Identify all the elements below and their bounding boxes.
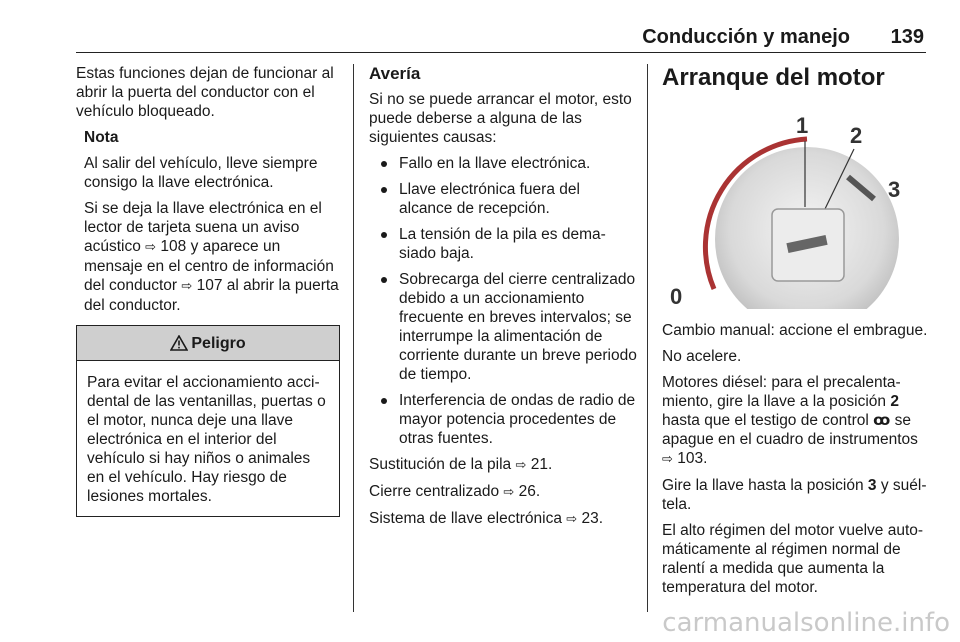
diesel-paragraph <box>662 373 928 469</box>
page-ref-icon: ⇨ <box>145 240 157 255</box>
position-0-label: 0 <box>670 284 683 309</box>
column-divider <box>353 64 354 612</box>
column-1 <box>76 64 341 517</box>
page-ref[interactable]: 26. <box>518 483 541 500</box>
list-item: Llave electrónica fuera del alcance de recepción. <box>369 180 637 218</box>
step-paragraph: Cambio manual: accione el embrague. <box>662 322 928 339</box>
page-ref[interactable]: 23. <box>581 510 604 527</box>
text: Sistema de llave electrónica <box>369 510 567 527</box>
intro-paragraph: Estas funciones dejan de funcionar al abrir la puerta del conductor con el vehículo bloqueado. <box>76 65 334 120</box>
warning-text: Para evitar el accionamiento accidental de las ventanillas, puertas o el motor, nunca deje una llave electrónica en el interior del vehículo si hay niños o animales en el vehículo. Hay riesgo de lesiones mortales. <box>87 374 326 505</box>
page-ref-icon: ⇨ <box>181 279 193 294</box>
position-2-label: 2 <box>850 123 863 148</box>
page-header <box>76 26 926 53</box>
failure-intro: Si no se puede arrancar el motor, esto puede deberse a alguna de las siguientes causas: <box>369 91 632 146</box>
text: y suéltela. <box>662 477 927 513</box>
ignition-switch-illustration <box>662 99 924 309</box>
watermark: carmanualsonline.info <box>662 608 950 638</box>
position-value: 3 <box>867 477 877 494</box>
page-ref[interactable]: 21. <box>530 456 553 473</box>
position-1-label: 1 <box>796 113 809 138</box>
page-ref-icon: ⇨ <box>566 512 578 527</box>
page-ref-icon: ⇨ <box>662 452 673 467</box>
page-ref[interactable]: 103. <box>677 450 708 467</box>
note-title: Nota <box>84 129 119 146</box>
text: y aparece un mensaje en el centro de información del conductor <box>84 238 334 294</box>
column-3 <box>662 64 928 604</box>
engine-start-heading: Arranque del motor <box>662 64 885 91</box>
section-title: Conducción y manejo <box>642 26 850 48</box>
list-item: Sobrecarga del cierre centralizado debido a un accionamiento frecuente en breves intervalos; se interrumpe la alimentación de corriente durante un breve periodo de tiempo. <box>369 270 637 384</box>
page-ref-icon: ⇨ <box>515 458 527 473</box>
warning-header <box>77 326 339 361</box>
step-paragraph: No acelere. <box>662 348 742 365</box>
note-block <box>76 128 341 315</box>
text: hasta que el testigo de control <box>662 412 874 429</box>
page-ref[interactable]: 107 <box>196 277 223 294</box>
warning-triangle-icon <box>170 335 188 351</box>
warning-box <box>76 325 340 517</box>
step-paragraph <box>662 476 928 514</box>
warning-title: Peligro <box>191 334 246 352</box>
cross-reference[interactable] <box>369 509 637 529</box>
failure-causes-list <box>369 154 637 448</box>
text: Si se deja la llave electrónica en el lector de tarjeta suena un aviso acústico <box>84 200 322 255</box>
glow-plug-icon: ꝏ <box>873 412 891 429</box>
column-2 <box>369 64 637 536</box>
column-divider <box>647 64 648 612</box>
text: Cierre centralizado <box>369 483 504 500</box>
page-ref[interactable]: 108 <box>160 238 187 255</box>
ignition-figure <box>662 99 924 309</box>
text: Gire la llave hasta la posición <box>662 477 868 494</box>
text: se apague en el cuadro de instrumentos <box>662 412 918 448</box>
list-item: Fallo en la llave electrónica. <box>369 154 637 173</box>
position-3-label: 3 <box>888 177 901 202</box>
failure-heading: Avería <box>369 64 421 83</box>
page-number: 139 <box>890 26 924 48</box>
page-ref-icon: ⇨ <box>503 485 515 500</box>
step-paragraph: El alto régimen del motor vuelve automáticamente al régimen normal de ralentí a medida que aumenta la temperatura del motor. <box>662 522 924 596</box>
list-item: Interferencia de ondas de radio de mayor potencia procedentes de otras fuentes. <box>369 391 637 448</box>
note-paragraph-2 <box>84 199 341 315</box>
text: Motores diésel: para el precalentamiento, gire la llave a la posición <box>662 374 901 410</box>
list-item: La tensión de la pila es demasiado baja. <box>369 225 637 263</box>
cross-reference[interactable] <box>369 455 637 475</box>
position-value: 2 <box>890 393 899 410</box>
text: Sustitución de la pila <box>369 456 516 473</box>
text: al abrir la puerta del conductor. <box>84 277 339 314</box>
cross-reference[interactable] <box>369 482 637 502</box>
note-paragraph-1: Al salir del vehículo, lleve siempre consigo la llave electrónica. <box>84 155 318 191</box>
